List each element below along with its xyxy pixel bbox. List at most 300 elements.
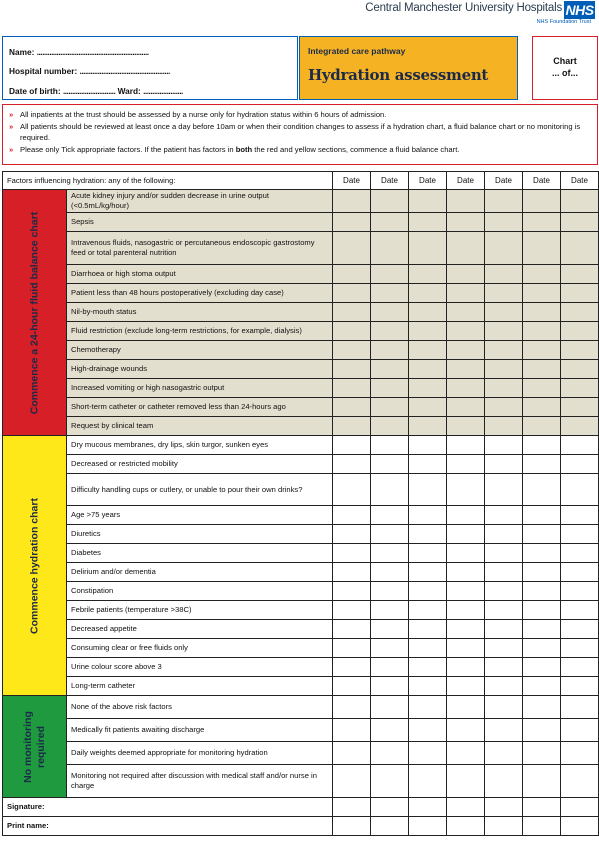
tick-cell[interactable] [561,379,599,398]
signature-cell[interactable] [447,817,485,836]
bullet-icon: » [9,144,14,154]
tick-cell[interactable] [409,303,447,322]
tick-cell[interactable] [447,719,485,742]
signature-cell[interactable] [409,798,447,817]
tick-cell[interactable] [447,455,485,474]
tick-cell[interactable] [333,658,371,677]
tick-cell[interactable] [447,398,485,417]
tick-cell[interactable] [485,765,523,798]
tick-cell[interactable] [447,474,485,506]
instruction-item: » All inpatients at the trust should be assessed by a nurse only for hydration status within 6 hours of admission. [9,110,387,119]
tick-cell[interactable] [371,506,409,525]
factor-label: Diuretics [67,525,333,544]
no-monitoring-band [3,696,67,798]
name-dots: .............................................................. [36,46,149,57]
tick-cell[interactable] [447,582,485,601]
tick-cell[interactable] [447,620,485,639]
date-header[interactable]: Date [447,172,485,190]
tick-cell[interactable] [447,213,485,232]
pathway-label: Integrated care pathway [308,46,406,56]
tick-cell[interactable] [523,742,561,765]
tick-cell[interactable] [561,455,599,474]
tick-cell[interactable] [485,506,523,525]
tick-cell[interactable] [561,620,599,639]
tick-cell[interactable] [485,341,523,360]
factor-label: Diarrhoea or high stoma output [67,265,333,284]
tick-cell[interactable] [561,341,599,360]
signature-cell[interactable] [485,817,523,836]
tick-cell[interactable] [561,563,599,582]
tick-cell[interactable] [561,417,599,436]
factor-label: Medically fit patients awaiting discharge [67,719,333,742]
tick-cell[interactable] [561,544,599,563]
tick-cell[interactable] [523,341,561,360]
factor-label: Diabetes [67,544,333,563]
tick-cell[interactable] [561,265,599,284]
bullet-icon: » [9,110,14,119]
tick-cell[interactable] [485,474,523,506]
tick-cell[interactable] [523,719,561,742]
tick-cell[interactable] [523,582,561,601]
signature-cell[interactable] [447,798,485,817]
tick-cell[interactable] [409,719,447,742]
tick-cell[interactable] [561,303,599,322]
tick-cell[interactable] [371,232,409,265]
tick-cell[interactable] [523,303,561,322]
tick-cell[interactable] [371,677,409,696]
tick-cell[interactable] [523,620,561,639]
factor-label: Age >75 years [67,506,333,525]
tick-cell[interactable] [561,719,599,742]
tick-cell[interactable] [485,322,523,341]
tick-cell[interactable] [333,190,371,213]
tick-cell[interactable] [333,474,371,506]
tick-cell[interactable] [371,341,409,360]
tick-cell[interactable] [523,322,561,341]
tick-cell[interactable] [447,506,485,525]
tick-cell[interactable] [371,417,409,436]
tick-cell[interactable] [371,639,409,658]
tick-cell[interactable] [447,696,485,719]
tick-cell[interactable] [561,190,599,213]
table-row [3,563,599,582]
tick-cell[interactable] [371,360,409,379]
tick-cell[interactable] [371,601,409,620]
tick-cell[interactable] [523,284,561,303]
signature-cell[interactable] [523,817,561,836]
factor-label: None of the above risk factors [67,696,333,719]
table-row [3,742,599,765]
tick-cell[interactable] [523,677,561,696]
factor-label: Febrile patients (temperature >38C) [67,601,333,620]
tick-cell[interactable] [409,658,447,677]
signature-cell[interactable] [561,798,599,817]
dob-ward-field[interactable] [9,81,291,101]
tick-cell[interactable] [409,601,447,620]
factor-label: Monitoring not required after discussion with medical staff and/or nurse in charge [67,765,333,798]
tick-cell[interactable] [485,417,523,436]
tick-cell[interactable] [333,563,371,582]
hospital-number-dots: .................................................. [79,66,170,77]
tick-cell[interactable] [523,544,561,563]
signature-row [3,798,599,817]
tick-cell[interactable] [371,398,409,417]
tick-cell[interactable] [371,765,409,798]
tick-cell[interactable] [333,417,371,436]
tick-cell[interactable] [333,601,371,620]
signature-cell[interactable] [333,798,371,817]
tick-cell[interactable] [523,525,561,544]
tick-cell[interactable] [523,506,561,525]
tick-cell[interactable] [371,525,409,544]
tick-cell[interactable] [485,696,523,719]
tick-cell[interactable] [447,677,485,696]
tick-cell[interactable] [371,719,409,742]
tick-cell[interactable] [561,658,599,677]
tick-cell[interactable] [485,303,523,322]
tick-cell[interactable] [371,658,409,677]
tick-cell[interactable] [561,601,599,620]
bullet-icon: » [9,121,14,131]
tick-cell[interactable] [333,525,371,544]
tick-cell[interactable] [561,525,599,544]
tick-cell[interactable] [485,658,523,677]
tick-cell[interactable] [485,525,523,544]
tick-cell[interactable] [333,765,371,798]
tick-cell[interactable] [523,398,561,417]
tick-cell[interactable] [409,398,447,417]
signature-cell[interactable] [485,798,523,817]
tick-cell[interactable] [561,360,599,379]
tick-cell[interactable] [485,265,523,284]
table-row [3,601,599,620]
tick-cell[interactable] [523,360,561,379]
name-label: Name: [9,46,35,57]
tick-cell[interactable] [333,284,371,303]
tick-cell[interactable] [333,719,371,742]
tick-cell[interactable] [409,455,447,474]
hydration-factors-table [2,171,599,836]
no-monitoring-band-label: No monitoring required [21,710,47,783]
date-header[interactable]: Date [409,172,447,190]
tick-cell[interactable] [485,190,523,213]
tick-cell[interactable] [333,506,371,525]
factor-label: Constipation [67,582,333,601]
tick-cell[interactable] [561,322,599,341]
instruction-item: » All patients should be reviewed at least once a day before 10am or when their condition changes to assess if a hydration chart, a fluid balance chart or no monitoring is required. [9,121,581,142]
tick-cell[interactable] [333,303,371,322]
tick-cell[interactable] [485,601,523,620]
tick-cell[interactable] [523,639,561,658]
tick-cell[interactable] [333,265,371,284]
tick-cell[interactable] [485,582,523,601]
tick-cell[interactable] [409,563,447,582]
tick-cell[interactable] [447,265,485,284]
tick-cell[interactable] [447,658,485,677]
chart-number-box[interactable] [532,36,598,100]
tick-cell[interactable] [409,765,447,798]
chart-label: Chart [553,56,577,66]
fluid-balance-band-label: Commence a 24-hour fluid balance chart [28,211,40,414]
hospital-number-label: Hospital number: [9,66,78,77]
tick-cell[interactable] [523,213,561,232]
ward-dots: ...................... [143,85,183,96]
tick-cell[interactable] [485,639,523,658]
table-row [3,232,599,265]
tick-cell[interactable] [371,620,409,639]
instruction-item: » Please only Tick appropriate factors. If the patient has factors in both the red and yellow sections, commence a fluid balance chart. [9,144,460,154]
tick-cell[interactable] [371,190,409,213]
table-row [3,658,599,677]
tick-cell[interactable] [333,677,371,696]
tick-cell[interactable] [409,696,447,719]
table-row [3,620,599,639]
tick-cell[interactable] [447,742,485,765]
tick-cell[interactable] [485,379,523,398]
signature-cell[interactable] [523,798,561,817]
tick-cell[interactable] [447,544,485,563]
date-header[interactable]: Date [485,172,523,190]
tick-cell[interactable] [523,455,561,474]
tick-cell[interactable] [409,190,447,213]
tick-cell[interactable] [371,582,409,601]
fluid-balance-band [3,190,67,436]
ward-label: Ward: [117,85,141,96]
tick-cell[interactable] [447,765,485,798]
tick-cell[interactable] [371,284,409,303]
table-row [3,582,599,601]
tick-cell[interactable] [485,213,523,232]
tick-cell[interactable] [409,525,447,544]
tick-cell[interactable] [333,360,371,379]
tick-cell[interactable] [561,436,599,455]
tick-cell[interactable] [409,582,447,601]
table-row [3,379,599,398]
tick-cell[interactable] [485,436,523,455]
tick-cell[interactable] [447,232,485,265]
tick-cell[interactable] [333,696,371,719]
page-title: Hydration assessment [308,66,489,84]
tick-cell[interactable] [447,190,485,213]
tick-cell[interactable] [409,436,447,455]
tick-cell[interactable] [485,398,523,417]
tick-cell[interactable] [447,639,485,658]
tick-cell[interactable] [523,601,561,620]
factor-label: High-drainage wounds [67,360,333,379]
name-field[interactable] [9,42,291,62]
factor-label: Dry mucous membranes, dry lips, skin turgor, sunken eyes [67,436,333,455]
tick-cell[interactable] [447,417,485,436]
tick-cell[interactable] [561,639,599,658]
tick-cell[interactable] [561,213,599,232]
table-row [3,506,599,525]
tick-cell[interactable] [447,341,485,360]
table-row [3,303,599,322]
tick-cell[interactable] [409,322,447,341]
tick-cell[interactable] [485,620,523,639]
hydration-chart-band-label: Commence hydration chart [28,497,40,634]
tick-cell[interactable] [371,455,409,474]
tick-cell[interactable] [523,265,561,284]
tick-cell[interactable] [485,719,523,742]
signature-cell[interactable] [333,817,371,836]
table-row [3,455,599,474]
tick-cell[interactable] [523,436,561,455]
date-header[interactable]: Date [561,172,599,190]
tick-cell[interactable] [409,639,447,658]
tick-cell[interactable] [523,190,561,213]
tick-cell[interactable] [447,379,485,398]
tick-cell[interactable] [409,620,447,639]
tick-cell[interactable] [409,544,447,563]
tick-cell[interactable] [561,696,599,719]
tick-cell[interactable] [371,742,409,765]
factor-label: Sepsis [67,213,333,232]
tick-cell[interactable] [485,284,523,303]
tick-cell[interactable] [561,232,599,265]
tick-cell[interactable] [447,563,485,582]
tick-cell[interactable] [333,436,371,455]
signature-cell[interactable] [371,798,409,817]
tick-cell[interactable] [485,677,523,696]
tick-cell[interactable] [371,474,409,506]
hospital-number-field[interactable] [9,62,291,82]
tick-cell[interactable] [485,544,523,563]
table-row [3,544,599,563]
factor-label: Request by clinical team [67,417,333,436]
tick-cell[interactable] [333,544,371,563]
tick-cell[interactable] [333,213,371,232]
tick-cell[interactable] [371,379,409,398]
print-name-row [3,817,599,836]
tick-cell[interactable] [333,322,371,341]
tick-cell[interactable] [447,303,485,322]
table-row [3,677,599,696]
tick-cell[interactable] [371,265,409,284]
tick-cell[interactable] [561,765,599,798]
factor-label: Decreased or restricted mobility [67,455,333,474]
patient-details [2,36,298,100]
table-row [3,284,599,303]
tick-cell[interactable] [523,765,561,798]
factor-label: Delirium and/or dementia [67,563,333,582]
tick-cell[interactable] [333,379,371,398]
tick-cell[interactable] [371,303,409,322]
tick-cell[interactable] [409,677,447,696]
factor-label: Acute kidney injury and/or sudden decrease in urine output (<0.5mL/kg/hour) [67,190,333,213]
nhs-logo-icon: NHS [565,2,594,18]
date-header[interactable]: Date [371,172,409,190]
tick-cell[interactable] [333,742,371,765]
tick-cell[interactable] [371,696,409,719]
tick-cell[interactable] [523,474,561,506]
print-name-row-label: Print name: [3,817,333,836]
trust-name: NHS Foundation Trust [536,19,591,25]
signature-cell[interactable] [371,817,409,836]
tick-cell[interactable] [371,213,409,232]
tick-cell[interactable] [447,322,485,341]
factor-label: Long-term catheter [67,677,333,696]
tick-cell[interactable] [409,474,447,506]
tick-cell[interactable] [333,620,371,639]
tick-cell[interactable] [333,232,371,265]
table-row [3,398,599,417]
table-row [3,525,599,544]
date-header[interactable]: Date [523,172,561,190]
tick-cell[interactable] [333,639,371,658]
tick-cell[interactable] [561,677,599,696]
tick-cell[interactable] [409,265,447,284]
tick-cell[interactable] [447,601,485,620]
tick-cell[interactable] [409,360,447,379]
tick-cell[interactable] [409,417,447,436]
tick-cell[interactable] [409,742,447,765]
instructions-box [2,104,598,165]
tick-cell[interactable] [561,742,599,765]
tick-cell[interactable] [561,506,599,525]
table-row [3,360,599,379]
tick-cell[interactable] [561,474,599,506]
table-row [3,417,599,436]
tick-cell[interactable] [409,232,447,265]
tick-cell[interactable] [371,436,409,455]
tick-cell[interactable] [561,284,599,303]
tick-cell[interactable] [485,742,523,765]
date-header[interactable]: Date [333,172,371,190]
tick-cell[interactable] [523,379,561,398]
tick-cell[interactable] [523,417,561,436]
chart-of-label: ... of... [552,68,578,78]
tick-cell[interactable] [409,213,447,232]
tick-cell[interactable] [333,582,371,601]
tick-cell[interactable] [447,436,485,455]
tick-cell[interactable] [333,455,371,474]
tick-cell[interactable] [333,341,371,360]
tick-cell[interactable] [447,284,485,303]
factor-label: Difficulty handling cups or cutlery, or unable to pour their own drinks? [67,474,333,506]
tick-cell[interactable] [447,525,485,544]
tick-cell[interactable] [371,544,409,563]
tick-cell[interactable] [333,398,371,417]
signature-cell[interactable] [561,817,599,836]
tick-cell[interactable] [523,658,561,677]
tick-cell[interactable] [371,322,409,341]
table-row [3,719,599,742]
factor-label: Urine colour score above 3 [67,658,333,677]
tick-cell[interactable] [485,455,523,474]
tick-cell[interactable] [523,696,561,719]
tick-cell[interactable] [409,379,447,398]
tick-cell[interactable] [523,232,561,265]
table-row [3,265,599,284]
tick-cell[interactable] [409,284,447,303]
tick-cell[interactable] [561,582,599,601]
table-row [3,322,599,341]
tick-cell[interactable] [371,563,409,582]
tick-cell[interactable] [447,360,485,379]
page-header [0,0,599,30]
tick-cell[interactable] [409,341,447,360]
tick-cell[interactable] [409,506,447,525]
tick-cell[interactable] [485,232,523,265]
hydration-chart-band [3,436,67,696]
tick-cell[interactable] [561,398,599,417]
tick-cell[interactable] [485,360,523,379]
factor-label: Increased vomiting or high nasogastric output [67,379,333,398]
signature-cell[interactable] [409,817,447,836]
tick-cell[interactable] [523,563,561,582]
tick-cell[interactable] [485,563,523,582]
